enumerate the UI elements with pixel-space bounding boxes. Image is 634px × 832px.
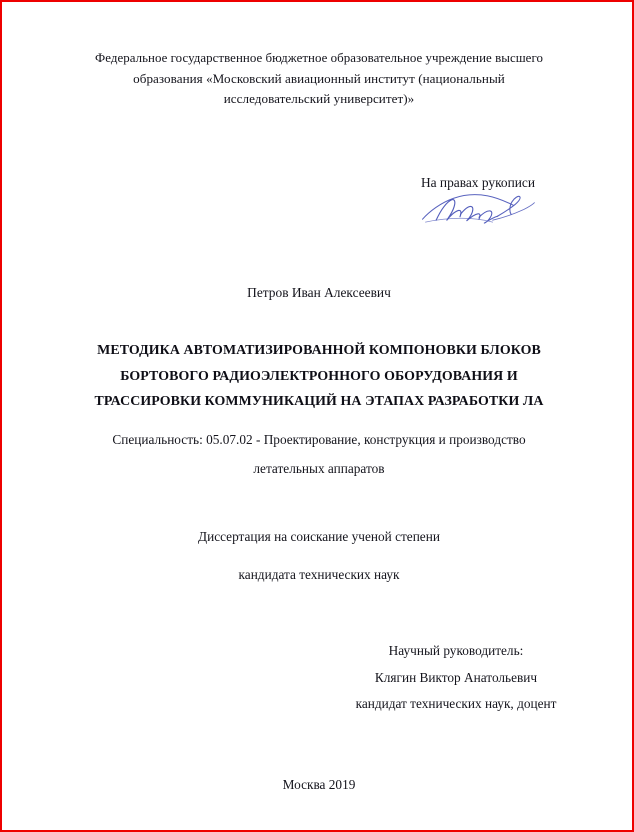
supervisor-name: Клягин Виктор Анатольевич	[374, 669, 538, 685]
institution-line-3: исследовательский университет)»	[223, 91, 415, 106]
institution-header	[60, 48, 578, 110]
handwritten-signature-icon	[419, 190, 537, 226]
specialty-line-2: летательных аппаратов	[253, 461, 385, 476]
author-name: Петров Иван Алексеевич	[247, 285, 391, 300]
manuscript-rights-label: На правах рукописи	[420, 175, 536, 190]
dissertation-title	[50, 338, 588, 415]
title-line-2: БОРТОВОГО РАДИОЭЛЕКТРОННОГО ОБОРУДОВАНИЯ И	[120, 368, 518, 384]
specialty-line-1: Специальность: 05.07.02 - Проектирование, конструкция и производство	[112, 432, 526, 447]
title-line-3: ТРАССИРОВКИ КОММУНИКАЦИЙ НА ЭТАПАХ РАЗРАБОТКИ ЛА	[94, 394, 544, 410]
supervisor-rank: кандидат технических наук, доцент	[355, 696, 557, 711]
degree-statement	[2, 518, 634, 594]
title-line-1: МЕТОДИКА АВТОМАТИЗИРОВАННОЙ КОМПОНОВКИ БЛОКОВ	[97, 343, 541, 358]
institution-line-1: Федеральное государственное бюджетное образовательное учреждение высшего	[95, 51, 543, 65]
place-and-year: Москва 2019	[282, 777, 356, 792]
specialty-block	[57, 425, 581, 483]
supervisor-label: Научный руководитель:	[388, 643, 524, 658]
page-content	[2, 2, 634, 832]
degree-line-2: кандидата технических наук	[238, 567, 400, 582]
manuscript-rights-block	[348, 174, 608, 226]
institution-line-2: образования «Московский авиационный институт (национальный	[133, 70, 505, 86]
supervisor-block	[306, 638, 606, 718]
degree-line-1: Диссертация на соискание ученой степени	[198, 529, 440, 544]
